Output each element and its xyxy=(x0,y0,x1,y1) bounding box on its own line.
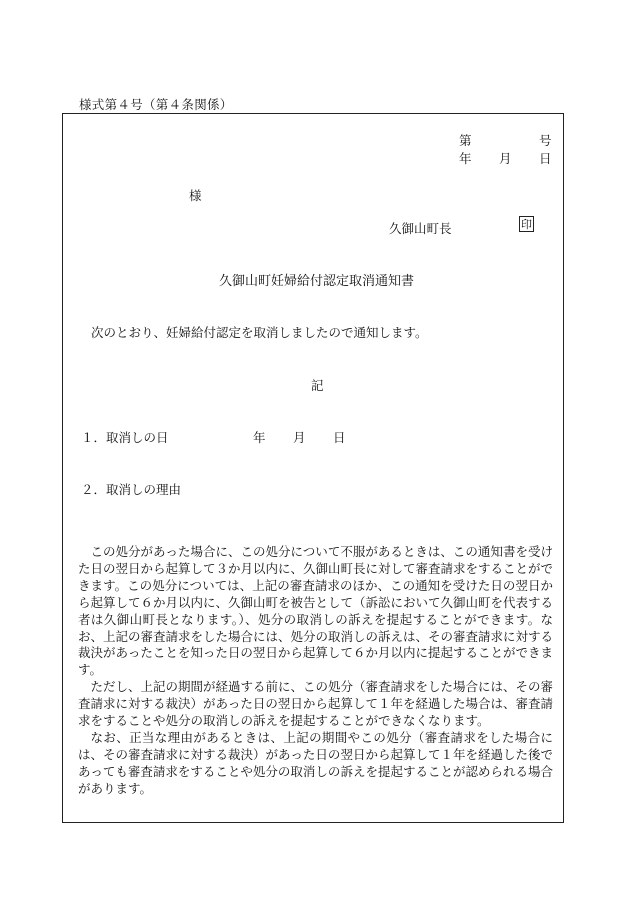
ki-marker: 記 xyxy=(311,378,324,393)
item-cancellation-reason-label: ２．取消しの理由 xyxy=(81,482,182,497)
recipient-suffix: 様 xyxy=(189,188,202,203)
form-label: 様式第４号（第４条関係） xyxy=(79,97,233,112)
appeal-notice xyxy=(78,544,553,798)
date-year-label: 年 xyxy=(459,151,472,166)
item-cancellation-year-label: 年 xyxy=(253,430,266,445)
notice-paragraph: なお、正当な理由があるときは、上記の期間やこの処分（審査請求をした場合には、その審査請求に対する裁決）があった日の翌日から起算して１年を経過した後であっても審査請求をすることや処分の取消しの訴えを提起することが認められる場合があります。 xyxy=(78,729,553,796)
item-cancellation-day-label: 日 xyxy=(333,430,346,445)
notice-paragraph: この処分があった場合に、この処分について不服があるときは、この通知書を受けた日の翌日から起算して３か月以内に、久御山町長に対して審査請求をすることができます。この処分については、上記の審査請求のほか、この通知を受けた日の翌日から起算して６か月以内に、久御山町を被告として（訴訟において久御山町を代表する者は久御山町長となります。）、処分の取消しの訴えを提起することができます。なお、上記の審査請求をした場合には、処分の取消しの訴えは、その審査請求に対する裁決があったことを知った日の翌日から起算して６か月以内に提起することができます。 xyxy=(78,544,554,678)
issuer-name: 久御山町長 xyxy=(389,221,452,236)
number-prefix: 第 xyxy=(459,133,472,148)
notice-paragraph: ただし、上記の期間が経過する前に、この処分（審査請求をした場合には、その審査請求に対する裁決）があった日の翌日から起算して１年を経過した場合は、審査請求をすることや処分の取消しの訴えを提起することができなくなります。 xyxy=(78,679,554,729)
document-frame xyxy=(62,113,564,823)
intro-text: 次のとおり、妊婦給付認定を取消しましたので通知します。 xyxy=(91,325,428,340)
document-title: 久御山町妊婦給付認定取消通知書 xyxy=(219,274,415,289)
item-cancellation-date-label: １．取消しの日 xyxy=(81,430,169,445)
number-suffix: 号 xyxy=(539,133,552,148)
seal-mark: 印 xyxy=(521,218,532,231)
date-day-label: 日 xyxy=(539,151,552,166)
item-cancellation-month-label: 月 xyxy=(293,430,306,445)
date-month-label: 月 xyxy=(499,151,512,166)
